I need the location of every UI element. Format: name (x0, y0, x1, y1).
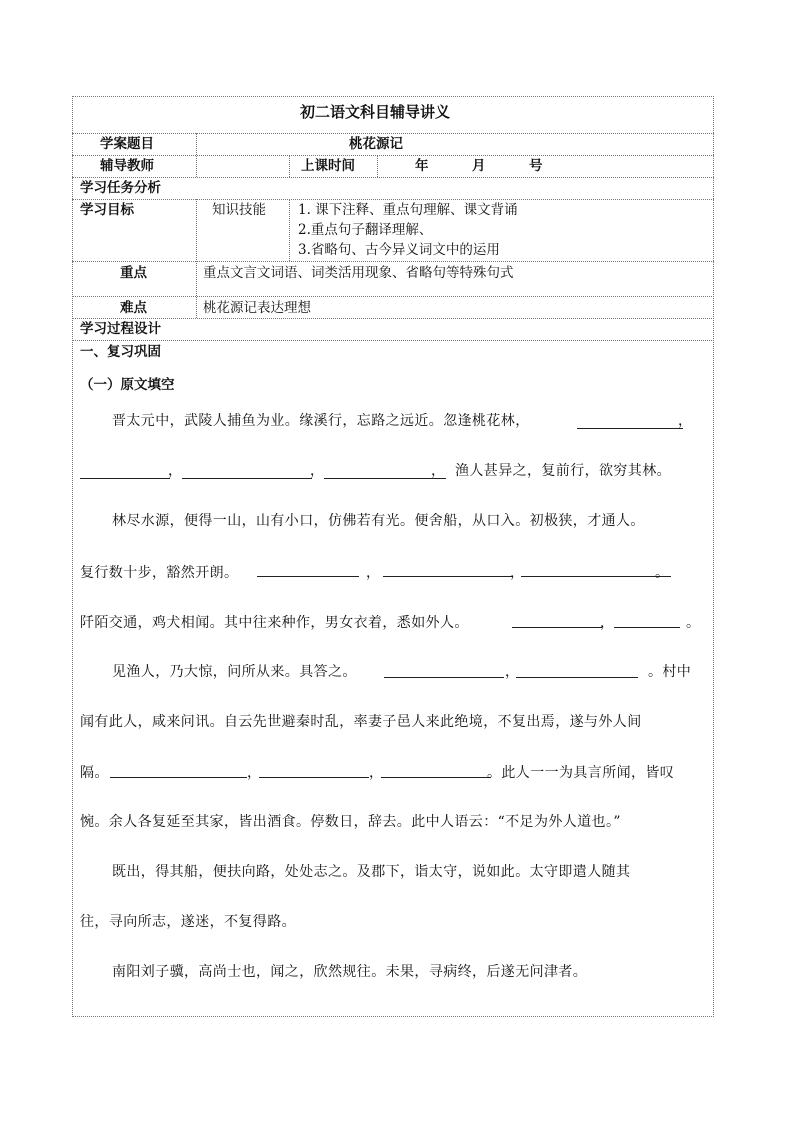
lesson-topic-label: 学案题目 (100, 136, 154, 152)
passage-line: 南阳刘子骥，高尚士也，闻之，欣然规往。未果，寻病终，后遂无问津者。 (112, 964, 588, 980)
difficulty-label: 难点 (120, 300, 147, 316)
fill-blank[interactable] (259, 777, 369, 778)
goal-item: 1. 课下注释、重点句理解、课文背诵 (298, 202, 518, 218)
passage-line: 惋。余人各复延至其家，皆出酒食。停数日，辞去。此中人语云：“不足为外人道也。” (80, 814, 621, 830)
divider (72, 318, 714, 319)
passage-line: 阡陌交通，鸡犬相闻。其中往来种作，男女衣着，悉如外人。 (80, 615, 469, 631)
section-review: 一、复习巩固 (80, 344, 161, 360)
blank-punct: ， (505, 664, 520, 680)
handout-title: 初二语文科目辅导讲义 (300, 103, 451, 121)
fill-blank[interactable] (182, 478, 312, 479)
blank-punct: ， (310, 463, 325, 479)
lesson-title: 桃花源记 (349, 136, 403, 152)
blank-punct: ， (366, 565, 381, 581)
passage-line: 渔人甚异之，复前行，欲穷其林。 (455, 463, 671, 479)
passage-line: 。村中 (648, 664, 692, 680)
blank-punct: ， (168, 463, 183, 479)
fill-blank[interactable] (516, 677, 638, 678)
divider (72, 340, 714, 341)
subsection-fill-blanks: （一）原文填空 (80, 377, 175, 393)
divider (289, 155, 290, 177)
fill-blank[interactable] (383, 576, 513, 577)
fill-blank[interactable] (381, 777, 491, 778)
fill-blank[interactable] (614, 627, 680, 628)
divider (72, 296, 714, 297)
blank-punct: ， (369, 765, 384, 781)
divider (377, 155, 378, 177)
fill-blank[interactable] (324, 478, 446, 479)
class-time-label: 上课时间 (301, 158, 355, 174)
blank-punct: 。 (686, 615, 701, 631)
year-label: 年 (415, 158, 429, 174)
passage-line: 隔。 (80, 765, 109, 781)
fill-blank[interactable] (80, 478, 170, 479)
divider (196, 133, 197, 177)
passage-line: 。此人一一为具言所闻，皆叹 (487, 765, 675, 781)
blank-punct: ， (431, 463, 446, 479)
divider (72, 155, 714, 156)
passage-line: 晋太元中，武陵人捕鱼为业。缘溪行，忘路之远近。忽逢桃花林， (112, 413, 530, 429)
blank-punct: ， (510, 565, 525, 581)
process-heading: 学习过程设计 (80, 321, 161, 337)
passage-line: 见渔人，乃大惊，问所从来。具答之。 (112, 664, 357, 680)
month-label: 月 (472, 158, 486, 174)
key-point-text: 重点文言文词语、词类活用现象、省略句等特殊句式 (203, 265, 514, 281)
blank-punct: 。 (655, 565, 670, 581)
fill-blank[interactable] (110, 777, 247, 778)
divider (72, 199, 714, 200)
passage-line: 既出，得其船，便扶向路，处处志之。及郡下，诣太守，说如此。太守即遣人随其 (112, 864, 631, 880)
knowledge-skill-label: 知识技能 (212, 202, 266, 218)
goal-item: 3.省略句、古今异义词文中的运用 (298, 242, 500, 258)
fill-blank[interactable] (577, 428, 683, 429)
difficulty-text: 桃花源记表达理想 (203, 300, 311, 316)
teacher-label: 辅导教师 (100, 158, 154, 174)
goal-item: 2.重点句子翻译理解、 (298, 222, 433, 238)
blank-punct: ， (600, 615, 615, 631)
fill-blank[interactable] (512, 627, 602, 628)
blank-punct: ， (247, 765, 262, 781)
blank-punct: ， (678, 413, 693, 429)
fill-blank[interactable] (257, 576, 359, 577)
task-analysis-heading: 学习任务分析 (80, 180, 161, 196)
key-point-label: 重点 (120, 265, 147, 281)
fill-blank[interactable] (521, 576, 671, 577)
learning-goal-label: 学习目标 (80, 202, 134, 218)
fill-blank[interactable] (384, 677, 504, 678)
day-label: 号 (529, 158, 543, 174)
divider (72, 177, 714, 178)
divider (196, 199, 197, 318)
passage-line: 闻有此人，咸来问讯。自云先世避秦时乱，率妻子邑人来此绝境，不复出焉，遂与外人间 (80, 714, 642, 730)
divider (72, 133, 714, 134)
passage-line: 复行数十步，豁然开朗。 (80, 565, 239, 581)
passage-line: 林尽水源，便得一山，山有小口，仿佛若有光。便舍船，从口入。初极狭，才通人。 (112, 513, 645, 529)
divider (72, 261, 714, 262)
divider (289, 199, 290, 261)
passage-line: 往，寻向所志，遂迷，不复得路。 (80, 914, 296, 930)
